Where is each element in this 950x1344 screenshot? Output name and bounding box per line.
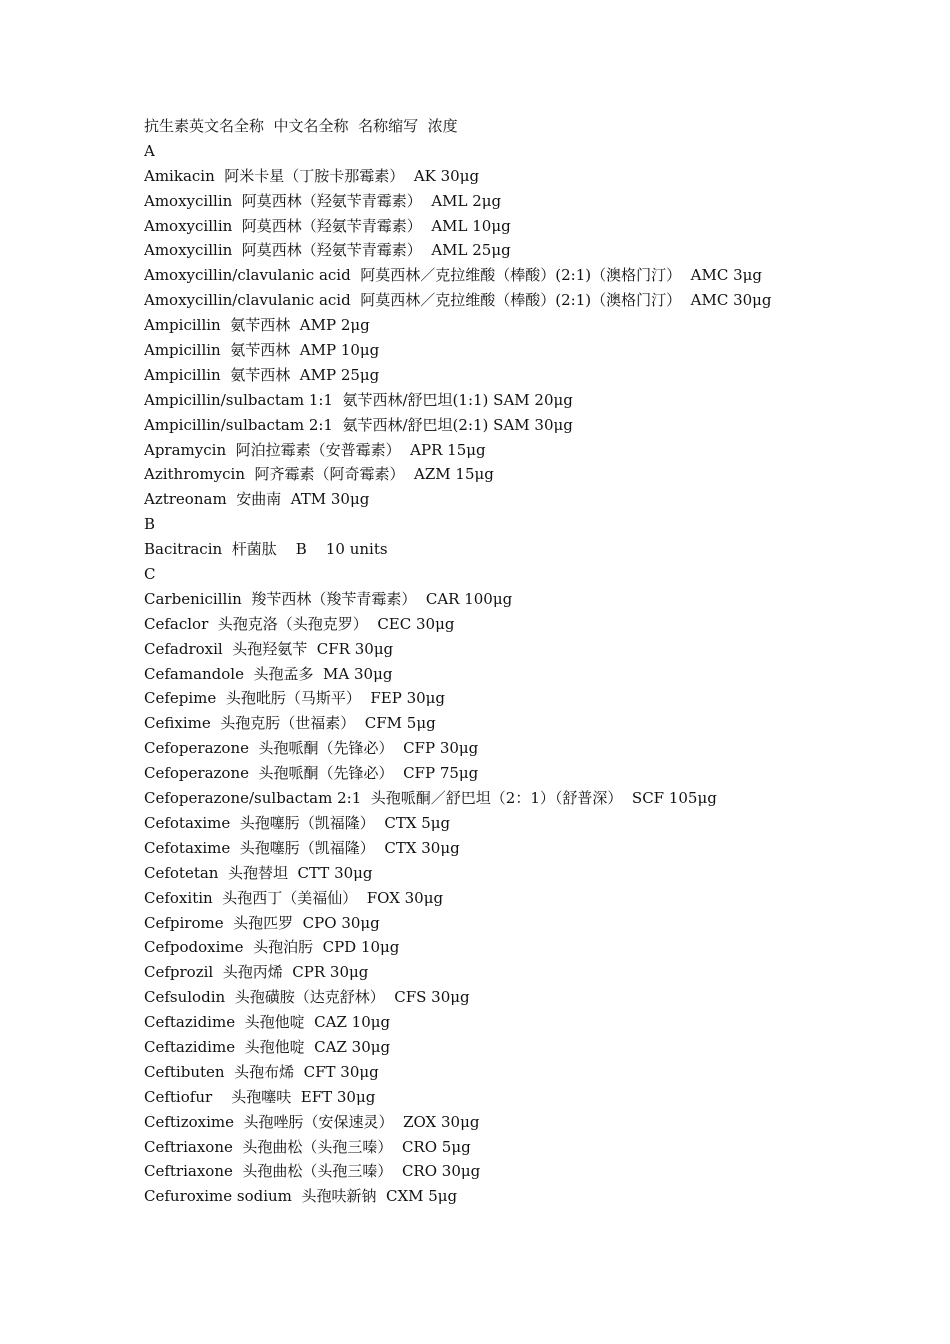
antibiotic-entry: Cefamandole 头孢孟多 MA 30μg bbox=[144, 664, 393, 683]
section-letter: B bbox=[144, 515, 156, 534]
antibiotic-entry: Cefoperazone 头孢哌酮（先锋必） CFP 75μg bbox=[144, 764, 479, 783]
antibiotic-entry: Cefotaxime 头孢噻肟（凯福隆） CTX 30μg bbox=[144, 838, 460, 857]
column-header: 抗生素英文名全称 中文名全称 名称缩写 浓度 bbox=[144, 117, 458, 135]
antibiotic-entry: Ceftazidime 头孢他啶 CAZ 10μg bbox=[144, 1013, 391, 1032]
antibiotic-entry: Ceftriaxone 头孢曲松（头孢三嗪） CRO 5μg bbox=[144, 1137, 471, 1156]
antibiotic-entry: Amoxycillin 阿莫西林（羟氨苄青霉素） AML 2μg bbox=[144, 191, 502, 210]
antibiotic-entry: Ceftriaxone 头孢曲松（头孢三嗪） CRO 30μg bbox=[144, 1162, 481, 1181]
antibiotic-entry: Cefsulodin 头孢磺胺（达克舒林） CFS 30μg bbox=[144, 988, 470, 1007]
section-letter: A bbox=[144, 141, 155, 160]
antibiotic-entry: Cefadroxil 头孢羟氨苄 CFR 30μg bbox=[144, 639, 394, 658]
antibiotic-entry: Bacitracin 杆菌肽 B 10 units bbox=[144, 540, 388, 559]
antibiotic-entry: Cefixime 头孢克肟（世福素） CFM 5μg bbox=[144, 714, 436, 733]
antibiotic-entry: Cefprozil 头孢丙烯 CPR 30μg bbox=[144, 963, 369, 982]
antibiotic-entry: Amoxycillin/clavulanic acid 阿莫西林／克拉维酸（棒酸）(2:1)（澳格门汀） AMC 3μg bbox=[144, 266, 762, 285]
antibiotic-entry: Azithromycin 阿齐霉素（阿奇霉素） AZM 15μg bbox=[144, 465, 494, 484]
antibiotic-entry: Cefpirome 头孢匹罗 CPO 30μg bbox=[144, 913, 380, 932]
antibiotic-entry: Ampicillin 氨苄西林 AMP 2μg bbox=[144, 316, 370, 335]
antibiotic-entry: Cefoxitin 头孢西丁（美福仙） FOX 30μg bbox=[144, 888, 444, 907]
antibiotic-entry: Cefpodoxime 头孢泊肟 CPD 10μg bbox=[144, 938, 400, 957]
antibiotic-entry: Ceftibuten 头孢布烯 CFT 30μg bbox=[144, 1062, 379, 1081]
antibiotic-entry: Ceftazidime 头孢他啶 CAZ 30μg bbox=[144, 1037, 391, 1056]
antibiotic-entry: Ceftiofur 头孢噻呋 EFT 30μg bbox=[144, 1087, 376, 1106]
antibiotic-entry: Cefoperazone/sulbactam 2:1 头孢哌酮／舒巴坦（2：1）（舒普深） SCF 105μg bbox=[144, 789, 717, 808]
antibiotic-entry: Cefuroxime sodium 头孢呋新钠 CXM 5μg bbox=[144, 1187, 458, 1206]
antibiotic-entry: Aztreonam 安曲南 ATM 30μg bbox=[144, 490, 370, 509]
antibiotic-entry: Apramycin 阿泊拉霉素（安普霉素） APR 15μg bbox=[144, 440, 486, 459]
antibiotic-entry: Ampicillin 氨苄西林 AMP 10μg bbox=[144, 341, 380, 360]
antibiotic-entry: Ampicillin/sulbactam 2:1 氨苄西林/舒巴坦(2:1) SAM 30μg bbox=[144, 415, 573, 434]
antibiotic-list bbox=[144, 139, 924, 1209]
antibiotic-entry: Amikacin 阿米卡星（丁胺卡那霉素） AK 30μg bbox=[144, 166, 480, 185]
antibiotic-entry: Cefaclor 头孢克洛（头孢克罗） CEC 30μg bbox=[144, 614, 455, 633]
antibiotic-entry: Cefoperazone 头孢哌酮（先锋必） CFP 30μg bbox=[144, 739, 479, 758]
antibiotic-entry: Ampicillin 氨苄西林 AMP 25μg bbox=[144, 365, 380, 384]
antibiotic-entry: Amoxycillin 阿莫西林（羟氨苄青霉素） AML 25μg bbox=[144, 241, 511, 260]
section-letter: C bbox=[144, 565, 156, 584]
document-page bbox=[144, 114, 924, 1209]
antibiotic-entry: Amoxycillin/clavulanic acid 阿莫西林／克拉维酸（棒酸）(2:1)（澳格门汀） AMC 30μg bbox=[144, 291, 772, 310]
antibiotic-entry: Cefotetan 头孢替坦 CTT 30μg bbox=[144, 863, 373, 882]
antibiotic-entry: Ampicillin/sulbactam 1:1 氨苄西林/舒巴坦(1:1) SAM 20μg bbox=[144, 390, 573, 409]
antibiotic-entry: Carbenicillin 羧苄西林（羧苄青霉素） CAR 100μg bbox=[144, 589, 513, 608]
antibiotic-entry: Cefotaxime 头孢噻肟（凯福隆） CTX 5μg bbox=[144, 813, 451, 832]
antibiotic-entry: Ceftizoxime 头孢唑肟（安保速灵） ZOX 30μg bbox=[144, 1112, 480, 1131]
antibiotic-entry: Cefepime 头孢吡肟（马斯平） FEP 30μg bbox=[144, 689, 446, 708]
antibiotic-entry: Amoxycillin 阿莫西林（羟氨苄青霉素） AML 10μg bbox=[144, 216, 511, 235]
